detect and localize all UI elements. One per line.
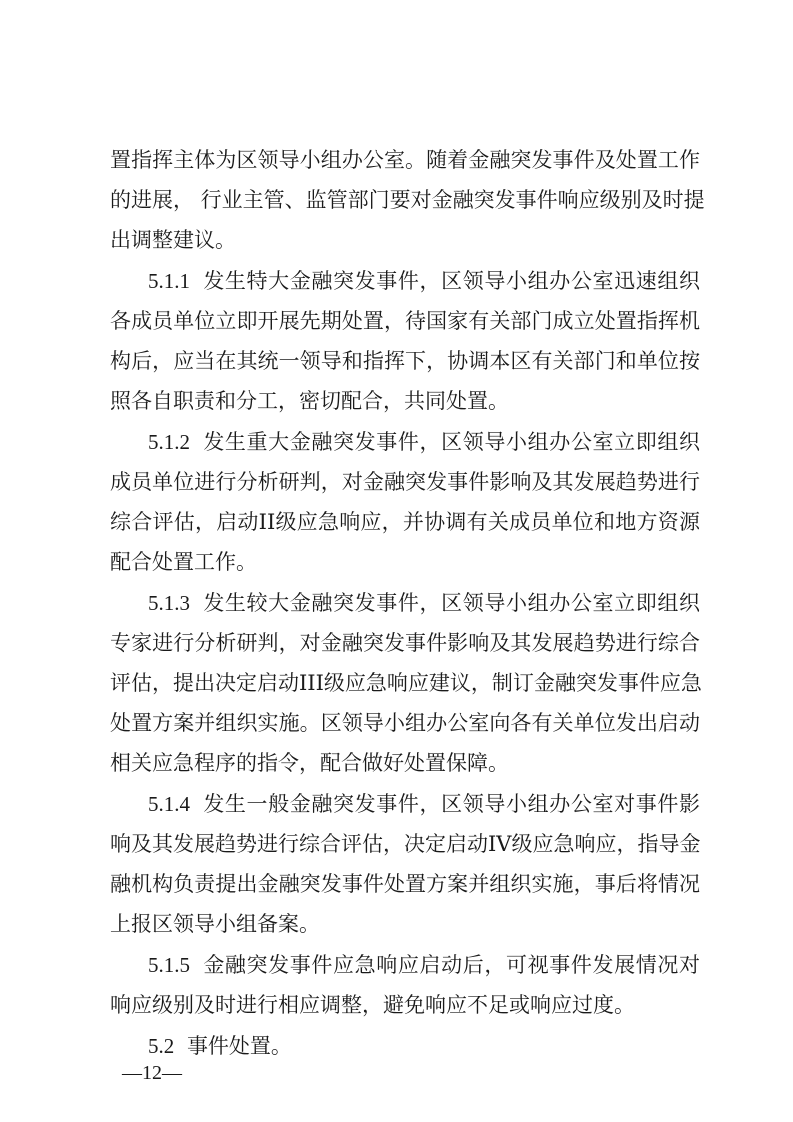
body-text: 事件处置。: [186, 1034, 292, 1058]
section-heading-line: [148, 945, 700, 985]
section-number: 5.2: [148, 1034, 175, 1058]
body-text-line: 照各自职责和分工，密切配合，共同处置。: [110, 389, 509, 413]
section-heading-line: [148, 422, 700, 462]
body-text-line: 融机构负责提出金融突发事件处置方案并组织实施，事后将情况: [110, 872, 700, 896]
page-number: —12—: [122, 1062, 182, 1084]
body-text-line: 处置方案并组织实施。区领导小组办公室向各有关单位发出启动: [110, 711, 700, 735]
section-number: 5.1.3: [148, 591, 190, 615]
body-text-line: 专家进行分析研判，对金融突发事件影响及其发展趋势进行综合: [110, 631, 700, 655]
body-text: 发生重大金融突发事件，区领导小组办公室立即组织: [203, 430, 701, 454]
body-text: 发生特大金融突发事件，区领导小组办公室迅速组织: [203, 269, 701, 293]
body-text: 发生较大金融突发事件，区领导小组办公室立即组织: [203, 591, 701, 615]
body-text-line: 上报区领导小组备案。: [110, 912, 320, 936]
section-number: 5.1.5: [148, 953, 190, 977]
section-number: 5.1.2: [148, 430, 190, 454]
section-heading-line: [148, 784, 700, 824]
body-text-line: 综合评估，启动II级应急响应，并协调有关成员单位和地方资源: [110, 510, 700, 534]
section-number: 5.1.4: [148, 792, 190, 816]
body-text-line: 的进展， 行业主管、监管部门要对金融突发事件响应级别及时提: [110, 188, 705, 212]
body-text-line: 成员单位进行分析研判，对金融突发事件影响及其发展趋势进行: [110, 470, 700, 494]
body-text: 金融突发事件应急响应启动后，可视事件发展情况对: [203, 953, 701, 977]
body-text-line: 出调整建议。: [110, 228, 236, 252]
body-text-line: 配合处置工作。: [110, 550, 257, 574]
section-heading-line: [148, 583, 700, 623]
body-text-line: 各成员单位立即开展先期处置，待国家有关部门成立处置指挥机: [110, 309, 700, 333]
section-number: 5.1.1: [148, 269, 190, 293]
body-text: 发生一般金融突发事件，区领导小组办公室对事件影: [203, 792, 701, 816]
section-heading-line: [148, 1026, 700, 1066]
body-text-line: 评估，提出决定启动III级应急响应建议，制订金融突发事件应急: [110, 671, 702, 695]
body-text-line: 响及其发展趋势进行综合评估，决定启动IV级应急响应，指导金: [110, 832, 701, 856]
body-text-line: 置指挥主体为区领导小组办公室。随着金融突发事件及处置工作: [110, 148, 700, 172]
section-heading-line: [148, 261, 700, 301]
body-text-line: 相关应急程序的指令，配合做好处置保障。: [110, 751, 509, 775]
body-text-line: 构后，应当在其统一领导和指挥下，协调本区有关部门和单位按: [110, 349, 700, 373]
body-text-line: 响应级别及时进行相应调整，避免响应不足或响应过度。: [110, 993, 635, 1017]
